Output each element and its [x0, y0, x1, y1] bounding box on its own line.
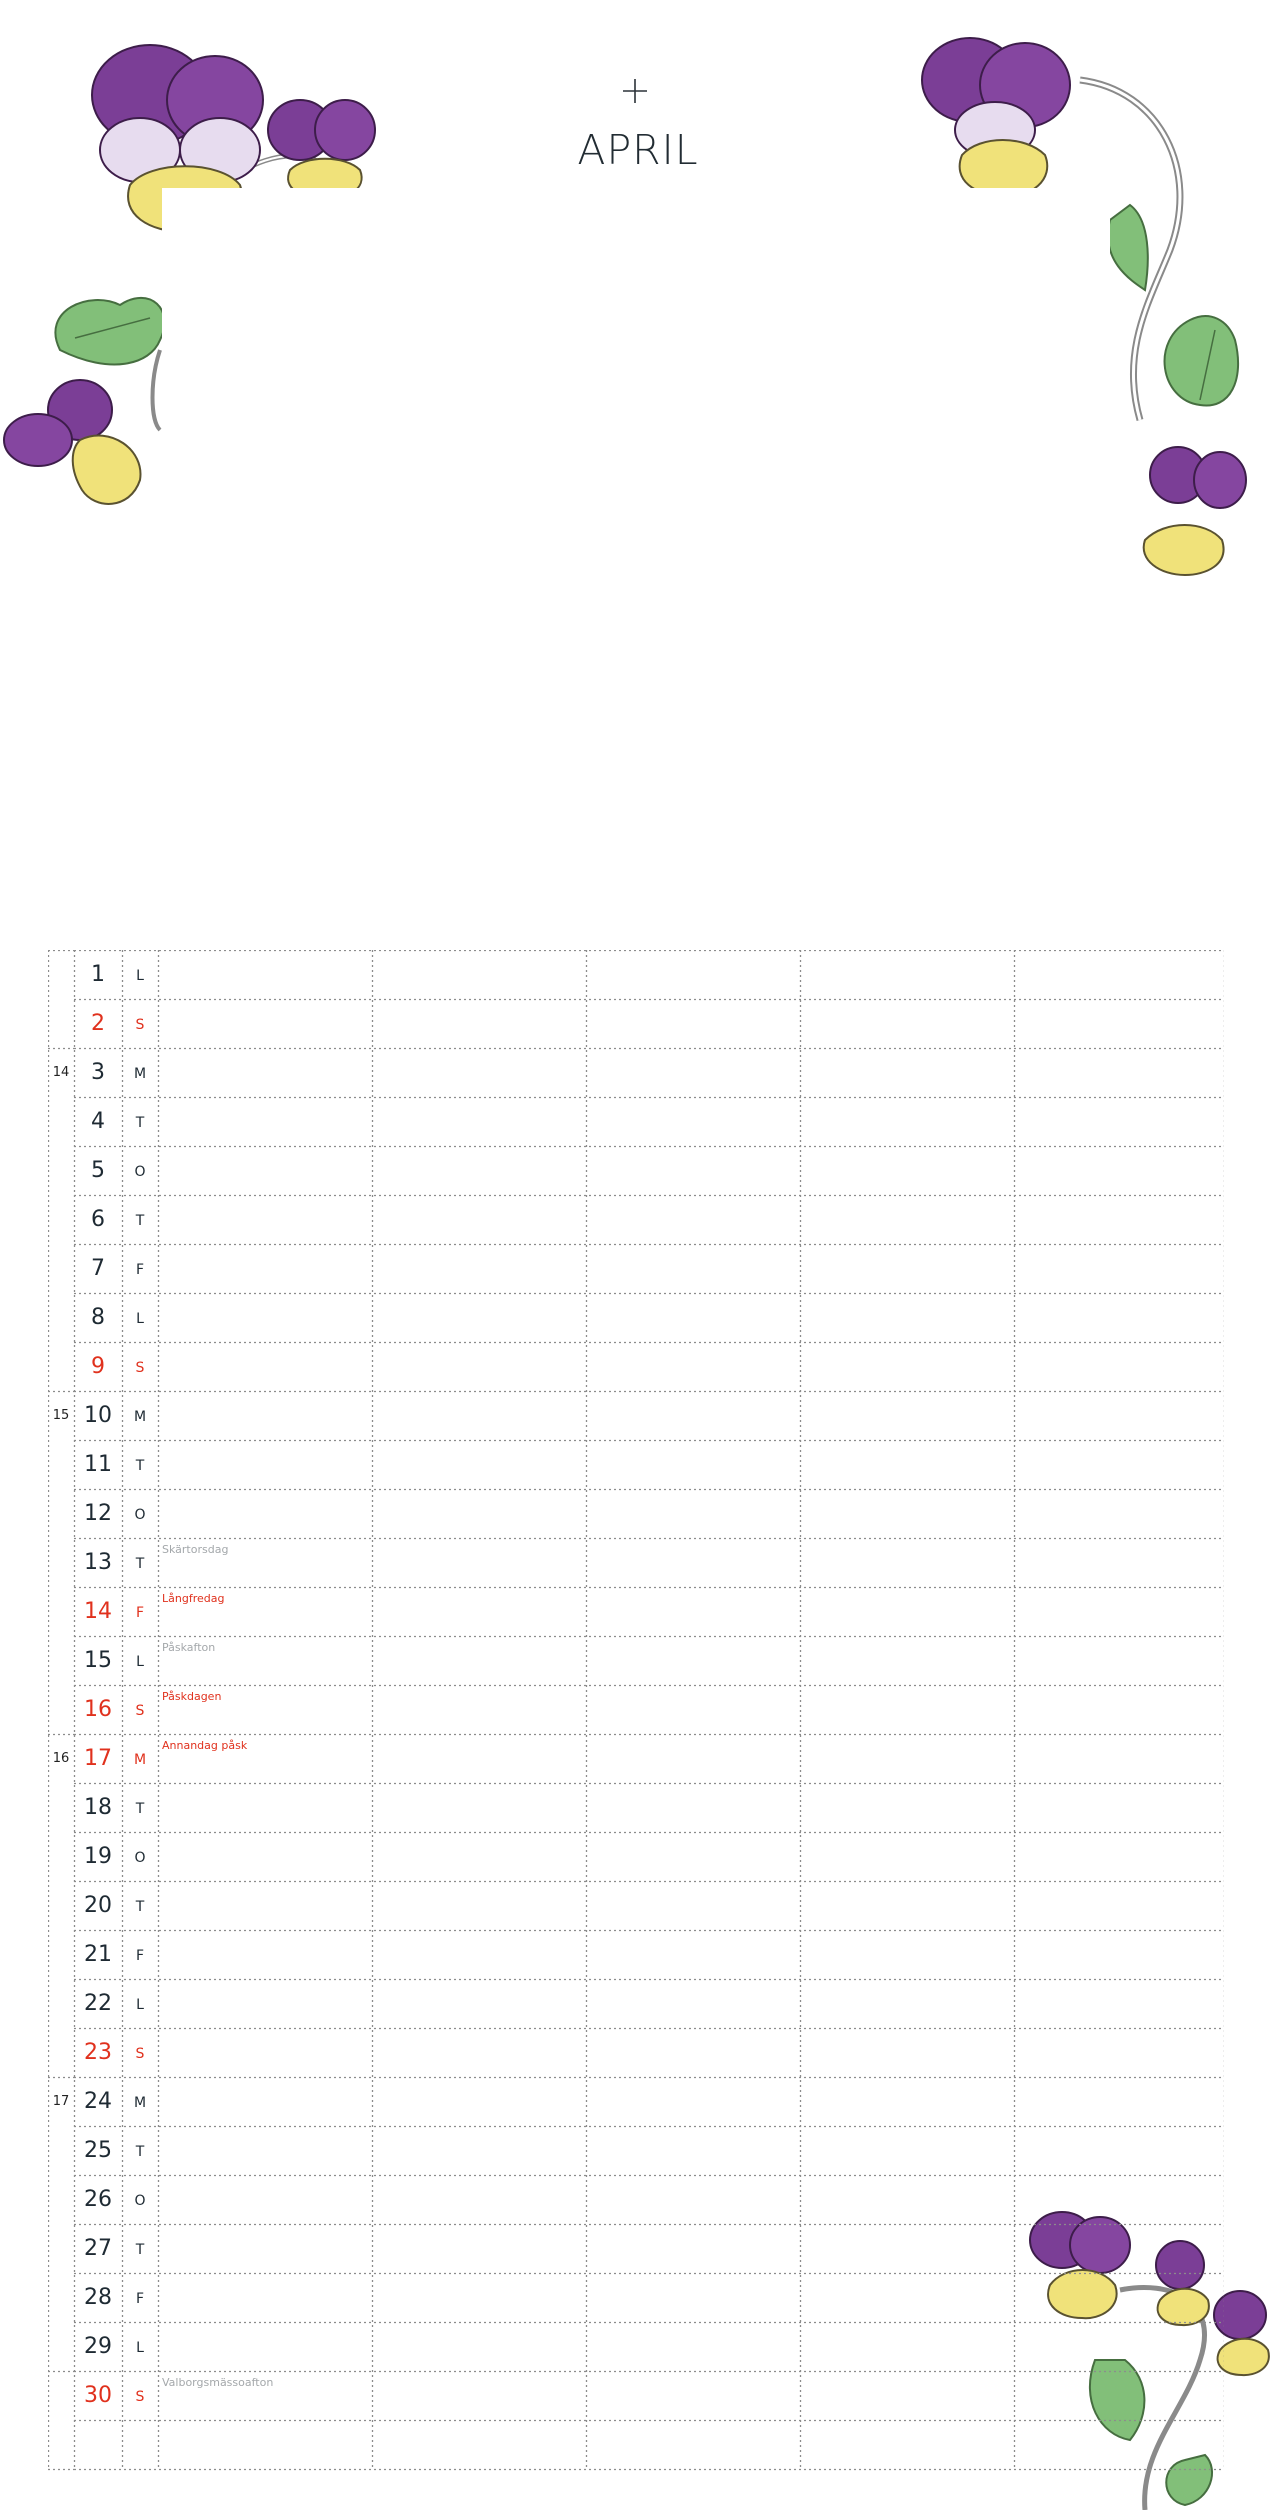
calendar-row: [48, 1832, 1224, 1881]
calendar-row: [48, 2224, 1224, 2273]
day-number: 3: [91, 1060, 105, 1085]
week-number: [48, 1783, 74, 1832]
day-number: 11: [84, 1452, 112, 1477]
day-number: 28: [84, 2285, 112, 2310]
calendar-row: [48, 2273, 1224, 2322]
weekday-letter: T: [135, 1801, 145, 1817]
weekday-letter: O: [134, 2193, 146, 2209]
photo-area: [162, 188, 1110, 908]
calendar-row: [48, 2126, 1224, 2175]
weekday-letter: M: [133, 1066, 147, 1082]
calendar-row: [48, 1146, 1224, 1195]
calendar-row: [48, 1244, 1224, 1293]
week-number: [48, 1342, 74, 1391]
week-number: 15: [52, 1408, 70, 1423]
week-number: [48, 1293, 74, 1342]
calendar-row: [48, 1342, 1224, 1391]
calendar-row: [48, 1636, 1224, 1685]
week-number: 17: [52, 2094, 70, 2109]
calendar-row: [48, 1734, 1224, 1783]
day-number: 7: [91, 1256, 105, 1281]
weekday-letter: L: [136, 2340, 144, 2356]
week-number: [48, 1440, 74, 1489]
holiday-label: Skärtorsdag: [162, 1543, 229, 1556]
day-number: 13: [84, 1550, 112, 1575]
day-number: 19: [84, 1844, 112, 1869]
week-number: [48, 1832, 74, 1881]
calendar-row: [48, 1587, 1224, 1636]
week-number: [48, 1636, 74, 1685]
week-number: [48, 1489, 74, 1538]
day-number: 1: [91, 962, 105, 987]
month-title: APRIL: [577, 126, 699, 174]
day-number: 4: [91, 1109, 105, 1134]
holiday-label: Valborgsmässoafton: [162, 2376, 274, 2389]
holiday-label: Påskdagen: [162, 1690, 222, 1703]
day-number: 8: [91, 1305, 105, 1330]
day-number: 27: [84, 2236, 112, 2261]
week-number: [48, 2322, 74, 2371]
week-number: [48, 1881, 74, 1930]
day-number: 5: [91, 1158, 105, 1183]
day-number: 29: [84, 2334, 112, 2359]
day-number: 12: [84, 1501, 112, 1526]
day-number: 30: [84, 2383, 112, 2408]
weekday-letter: S: [135, 2389, 145, 2405]
calendar-row: [48, 2371, 1224, 2420]
calendar-row: [48, 1685, 1224, 1734]
weekday-letter: M: [133, 1752, 147, 1768]
weekday-letter: F: [135, 1262, 145, 1278]
weekday-letter: O: [134, 1507, 146, 1523]
week-number: [48, 1587, 74, 1636]
day-number: 23: [84, 2040, 112, 2065]
calendar-row: [48, 1489, 1224, 1538]
day-number: 26: [84, 2187, 112, 2212]
week-number: [48, 2273, 74, 2322]
day-number: 24: [84, 2089, 112, 2114]
weekday-letter: T: [135, 1899, 145, 1915]
week-number: [48, 999, 74, 1048]
weekday-letter: S: [135, 2046, 145, 2062]
weekday-letter: T: [135, 1458, 145, 1474]
calendar-row: [48, 1048, 1224, 1097]
week-number: [48, 2126, 74, 2175]
weekday-letter: F: [135, 2291, 145, 2307]
week-number: [48, 2028, 74, 2077]
day-number: 10: [84, 1403, 112, 1428]
weekday-letter: S: [135, 1703, 145, 1719]
day-number: 21: [84, 1942, 112, 1967]
day-number: 9: [91, 1354, 105, 1379]
calendar-row: [48, 1293, 1224, 1342]
weekday-letter: F: [135, 1948, 145, 1964]
week-number: [48, 1195, 74, 1244]
weekday-letter: S: [135, 1360, 145, 1376]
weekday-letter: L: [136, 968, 144, 984]
weekday-letter: L: [136, 1654, 144, 1670]
week-number: 14: [52, 1065, 70, 1080]
pansy-flower-illustration: [1144, 447, 1246, 575]
weekday-letter: M: [133, 1409, 147, 1425]
weekday-letter: T: [135, 2144, 145, 2160]
day-number: 15: [84, 1648, 112, 1673]
calendar-row: [48, 2175, 1224, 2224]
calendar-row: [48, 2322, 1224, 2371]
weekday-letter: F: [135, 1605, 145, 1621]
day-number: 14: [84, 1599, 112, 1624]
day-number: 2: [91, 1011, 105, 1036]
weekday-letter: T: [135, 2242, 145, 2258]
week-number: [48, 2224, 74, 2273]
weekday-letter: T: [135, 1213, 145, 1229]
day-number: 17: [84, 1746, 112, 1771]
week-number: [48, 1244, 74, 1293]
calendar-row: [48, 1979, 1224, 2028]
calendar-row: [48, 1097, 1224, 1146]
week-number: [48, 1979, 74, 2028]
day-number: 20: [84, 1893, 112, 1918]
week-number: [48, 1097, 74, 1146]
day-number: 16: [84, 1697, 112, 1722]
weekday-letter: O: [134, 1850, 146, 1866]
heart-leaf-illustration: [55, 298, 164, 365]
calendar-row: [48, 1930, 1224, 1979]
week-number: [48, 2371, 74, 2420]
calendar-row: [48, 1391, 1224, 1440]
plus-icon: [620, 76, 650, 106]
weekday-letter: L: [136, 1311, 144, 1327]
weekday-letter: T: [135, 1556, 145, 1572]
weekday-letter: O: [134, 1164, 146, 1180]
week-number: [48, 1930, 74, 1979]
calendar-row: [48, 950, 1224, 999]
holiday-label: Påskafton: [162, 1641, 216, 1654]
weekday-letter: S: [135, 1017, 145, 1033]
week-number: 16: [52, 1751, 70, 1766]
pansy-flower-illustration: [922, 38, 1070, 196]
day-number: 22: [84, 1991, 112, 2016]
calendar-row: [48, 1881, 1224, 1930]
calendar-row: [48, 1783, 1224, 1832]
calendar-row: [48, 1538, 1224, 1587]
pansy-flower-illustration: [4, 380, 140, 504]
week-number: [48, 1538, 74, 1587]
day-number: 6: [91, 1207, 105, 1232]
holiday-label: Långfredag: [162, 1592, 225, 1605]
calendar-row: [48, 1440, 1224, 1489]
week-number: [48, 1146, 74, 1195]
week-number: [48, 950, 74, 999]
weekday-letter: L: [136, 1997, 144, 2013]
calendar-row: [48, 2077, 1224, 2126]
week-number: [48, 1685, 74, 1734]
day-number: 18: [84, 1795, 112, 1820]
week-number: [48, 2175, 74, 2224]
weekday-letter: T: [135, 1115, 145, 1131]
calendar-row: [48, 1195, 1224, 1244]
calendar-row: [48, 999, 1224, 1048]
calendar-row: [48, 2028, 1224, 2077]
pansy-flower-illustration: [268, 100, 375, 198]
holiday-label: Annandag påsk: [162, 1739, 248, 1752]
day-number: 25: [84, 2138, 112, 2163]
weekday-letter: M: [133, 2095, 147, 2111]
